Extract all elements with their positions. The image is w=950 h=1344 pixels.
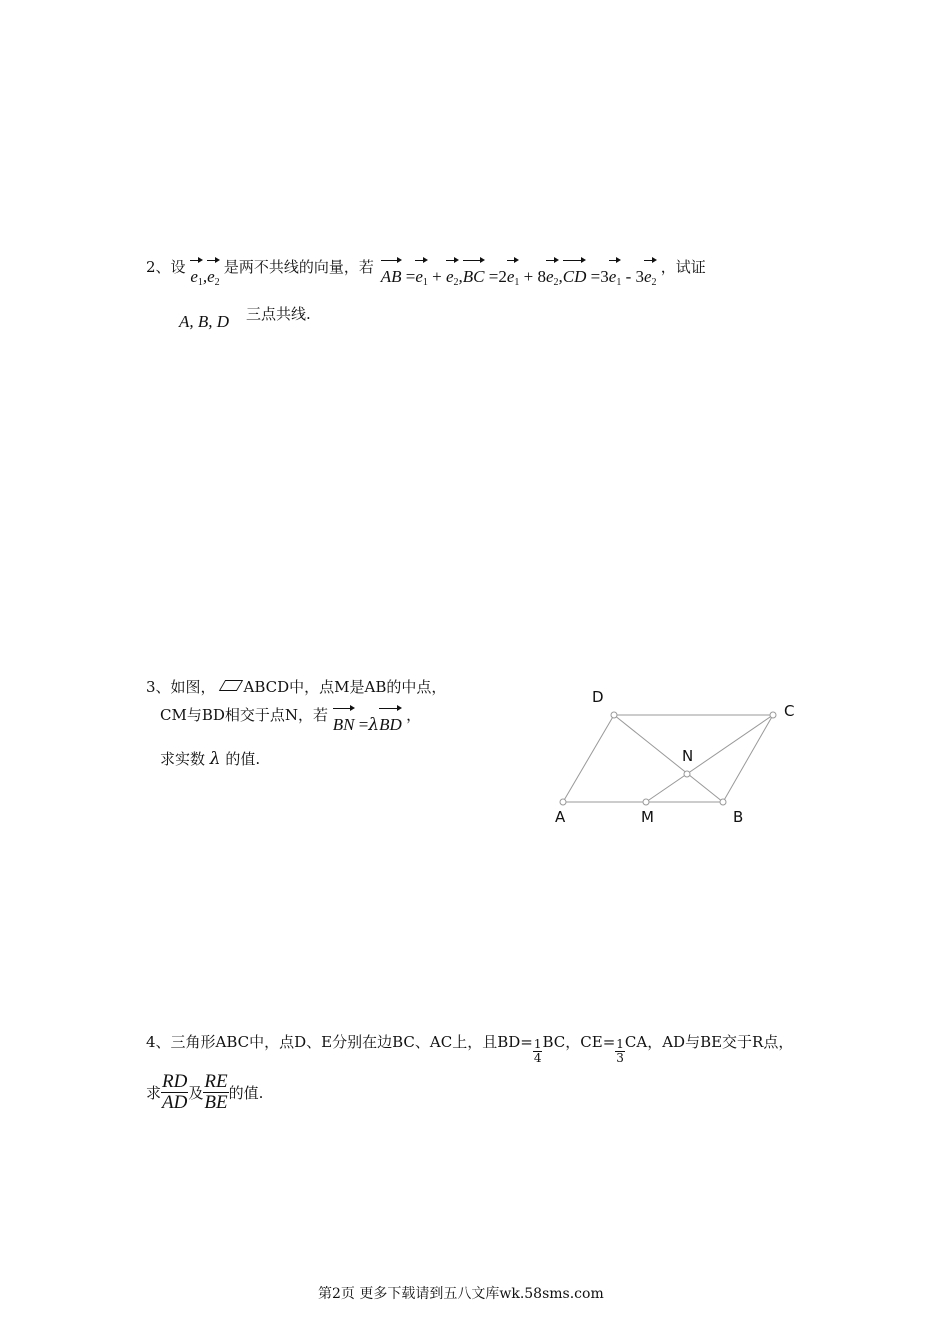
- point-m: [643, 799, 649, 805]
- diagonal-bd: [614, 715, 723, 802]
- point-n: [684, 771, 690, 777]
- problem-2-text-mid: 是两不共线的向量，若: [223, 258, 374, 276]
- fraction-rd-ad: $\frac{RD}{AD}$: [162, 1071, 188, 1113]
- problem-4-line-2: 求 $\frac{RD}{AD}$ 及 $\frac{RE}{BE}$ 的值.: [146, 1071, 264, 1113]
- vector-equation-bn: BN =λBD: [332, 715, 402, 735]
- parallelogram-icon: [218, 680, 242, 691]
- problem-3-line-2: CM与BD相交于点N，若 BN =λBD ，: [160, 706, 422, 735]
- page-footer: 第2页 更多下载请到五八文库wk.58sms.com: [318, 1286, 604, 1302]
- fraction-one-third: $\frac{1}{3}$: [616, 1037, 624, 1065]
- label-m: M: [641, 808, 654, 826]
- problem-3-line-1: 3、如图， ABCD中，点M是AB的中点，: [146, 678, 447, 696]
- problem-3-line-3: 求实数 λ 的值.: [160, 749, 261, 769]
- label-d: D: [592, 688, 604, 706]
- problem-2-equations: AB $=e_1 + e_2,BC =2e_1 + 8e_2,CD =3e_1 - 3e_2$: [380, 267, 657, 288]
- point-d: [611, 712, 617, 718]
- problem-2-number: 2、设: [146, 258, 186, 276]
- edge-da: [563, 715, 614, 802]
- label-n: N: [682, 747, 694, 765]
- problem-2-text-end: ，试证: [660, 258, 706, 276]
- fraction-one-quarter: $\frac{1}{4}$: [533, 1037, 542, 1065]
- problem-4-line-1: 4、三角形ABC中，点D、E分别在边BC、AC上，且BD= $\frac{1}{4}$ BC，CE= $\frac{1}{3}$ CA，AD与BE交于R点，: [146, 1033, 794, 1065]
- vector-e1-e2: $e_1,e_2$: [190, 267, 220, 288]
- point-a: [560, 799, 566, 805]
- segment-cm: [646, 715, 773, 802]
- edge-bc: [723, 715, 773, 802]
- problem-2-tail: 三点共线.: [246, 305, 311, 323]
- point-c: [770, 712, 776, 718]
- parallelogram-figure: [540, 680, 820, 840]
- label-c: C: [784, 702, 795, 720]
- label-a: A: [555, 808, 566, 826]
- label-b: B: [733, 808, 744, 826]
- point-b: [720, 799, 726, 805]
- fraction-re-be: $\frac{RE}{BE}$: [204, 1071, 228, 1113]
- problem-2-line-1: [146, 256, 706, 288]
- problem-2-points: A, B, D: [179, 312, 230, 331]
